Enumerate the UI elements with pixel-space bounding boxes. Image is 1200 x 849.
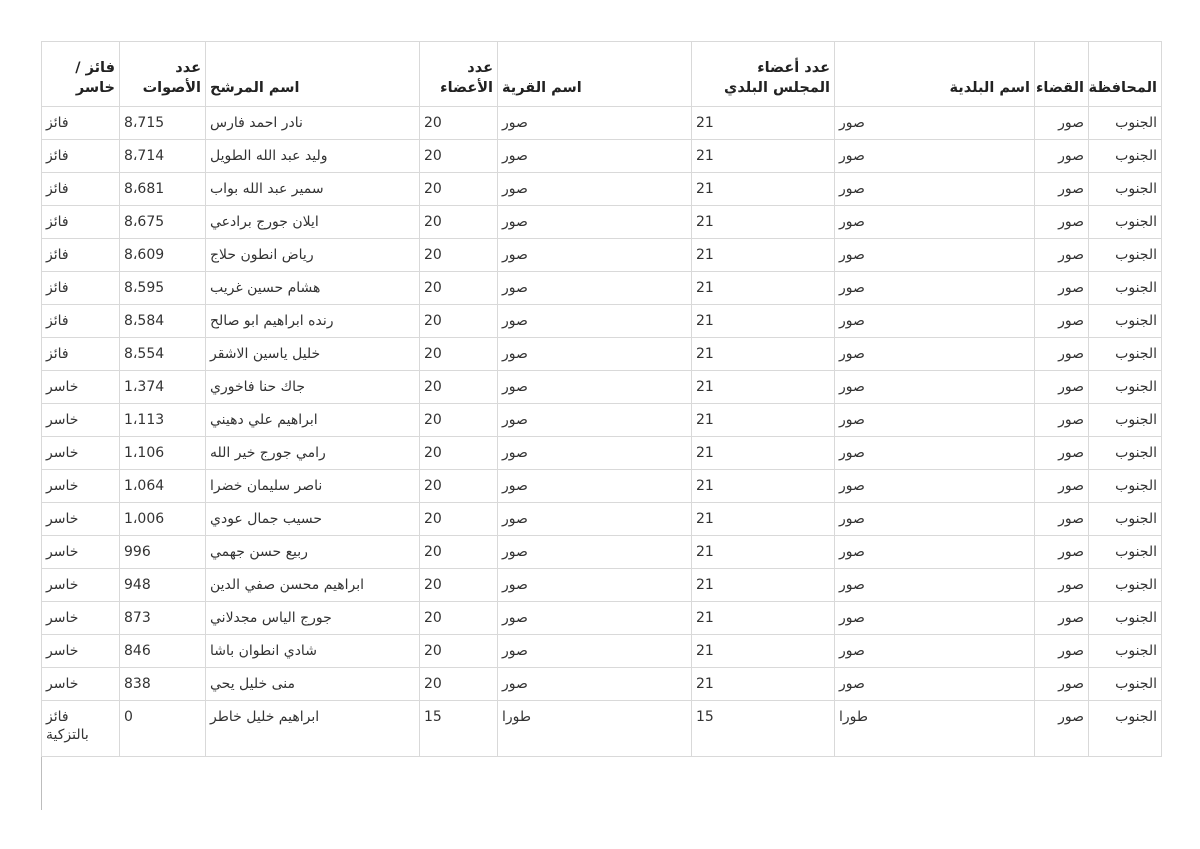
cell-municipality: صور <box>835 569 1035 602</box>
cell-council-members: 21 <box>692 272 835 305</box>
cell-village: صور <box>498 635 692 668</box>
cell-village: صور <box>498 272 692 305</box>
cell-members: 20 <box>420 371 498 404</box>
cell-votes: 1،006 <box>120 503 206 536</box>
cell-district: صور <box>1035 239 1089 272</box>
cell-village: صور <box>498 173 692 206</box>
table-row <box>42 470 1162 503</box>
cell-council-members: 21 <box>692 404 835 437</box>
cell-votes: 1،374 <box>120 371 206 404</box>
cell-votes: 1،113 <box>120 404 206 437</box>
cell-result: خاسر <box>42 371 120 404</box>
cell-result: خاسر <box>42 635 120 668</box>
cell-council-members: 21 <box>692 569 835 602</box>
cell-governorate: الجنوب <box>1089 668 1162 701</box>
cell-governorate: الجنوب <box>1089 569 1162 602</box>
cell-governorate: الجنوب <box>1089 470 1162 503</box>
cell-members: 20 <box>420 239 498 272</box>
cell-result: خاسر <box>42 404 120 437</box>
cell-village: صور <box>498 371 692 404</box>
cell-votes: 8،554 <box>120 338 206 371</box>
cell-municipality: صور <box>835 668 1035 701</box>
cell-municipality: صور <box>835 536 1035 569</box>
cell-district: صور <box>1035 371 1089 404</box>
cell-candidate: ايلان جورج برادعي <box>206 206 420 239</box>
table-row <box>42 107 1162 140</box>
header-council-members: عدد أعضاء المجلس البلدي <box>692 42 835 107</box>
cell-municipality: صور <box>835 173 1035 206</box>
cell-votes: 996 <box>120 536 206 569</box>
cell-governorate: الجنوب <box>1089 371 1162 404</box>
cell-votes: 8،675 <box>120 206 206 239</box>
cell-district: صور <box>1035 206 1089 239</box>
cell-members: 20 <box>420 173 498 206</box>
cell-council-members: 21 <box>692 602 835 635</box>
cell-candidate: ناصر سليمان خضرا <box>206 470 420 503</box>
cell-village: صور <box>498 470 692 503</box>
cell-governorate: الجنوب <box>1089 503 1162 536</box>
cell-candidate: ابراهيم محسن صفي الدين <box>206 569 420 602</box>
cell-candidate: جورج الياس مجدلاني <box>206 602 420 635</box>
cell-council-members: 21 <box>692 107 835 140</box>
cell-members: 20 <box>420 206 498 239</box>
cell-municipality: صور <box>835 305 1035 338</box>
cell-result: فائز <box>42 173 120 206</box>
cell-council-members: 21 <box>692 437 835 470</box>
header-members: عدد الأعضاء <box>420 42 498 107</box>
cell-council-members: 21 <box>692 470 835 503</box>
cell-result: فائز بالتزكية <box>42 701 120 757</box>
cell-members: 20 <box>420 140 498 173</box>
cell-members: 20 <box>420 668 498 701</box>
cell-district: صور <box>1035 338 1089 371</box>
cell-district: صور <box>1035 404 1089 437</box>
table-row <box>42 305 1162 338</box>
cell-governorate: الجنوب <box>1089 635 1162 668</box>
cell-governorate: الجنوب <box>1089 602 1162 635</box>
cell-result: فائز <box>42 305 120 338</box>
cell-candidate: خليل ياسين الاشقر <box>206 338 420 371</box>
cell-candidate: ابراهيم خليل خاطر <box>206 701 420 757</box>
cell-district: صور <box>1035 536 1089 569</box>
cell-council-members: 21 <box>692 668 835 701</box>
cell-candidate: شادي انطوان باشا <box>206 635 420 668</box>
table-row <box>42 569 1162 602</box>
table-row <box>42 536 1162 569</box>
cell-council-members: 21 <box>692 173 835 206</box>
cell-candidate: نادر احمد فارس <box>206 107 420 140</box>
cell-district: صور <box>1035 305 1089 338</box>
cell-candidate: ربيع حسن جهمي <box>206 536 420 569</box>
header-row <box>42 42 1162 107</box>
cell-votes: 948 <box>120 569 206 602</box>
cell-members: 20 <box>420 338 498 371</box>
cell-council-members: 21 <box>692 635 835 668</box>
cell-candidate: رياض انطون حلاج <box>206 239 420 272</box>
cell-district: صور <box>1035 107 1089 140</box>
header-candidate: اسم المرشح <box>206 42 420 107</box>
cell-members: 20 <box>420 536 498 569</box>
cell-governorate: الجنوب <box>1089 206 1162 239</box>
cell-result: فائز <box>42 206 120 239</box>
cell-governorate: الجنوب <box>1089 437 1162 470</box>
cell-members: 20 <box>420 107 498 140</box>
cell-municipality: صور <box>835 404 1035 437</box>
cell-district: صور <box>1035 437 1089 470</box>
table-row <box>42 404 1162 437</box>
cell-result: فائز <box>42 107 120 140</box>
cell-candidate: سمير عبد الله بواب <box>206 173 420 206</box>
table-row <box>42 338 1162 371</box>
cell-village: صور <box>498 404 692 437</box>
cell-municipality: صور <box>835 272 1035 305</box>
cell-members: 20 <box>420 569 498 602</box>
cell-governorate: الجنوب <box>1089 701 1162 757</box>
cell-members: 20 <box>420 503 498 536</box>
cell-municipality: صور <box>835 140 1035 173</box>
table-row <box>42 371 1162 404</box>
cell-council-members: 21 <box>692 239 835 272</box>
cell-council-members: 15 <box>692 701 835 757</box>
header-village: اسم القرية <box>498 42 692 107</box>
header-district: القضاء <box>1035 42 1089 107</box>
cell-governorate: الجنوب <box>1089 173 1162 206</box>
cell-votes: 846 <box>120 635 206 668</box>
table-row <box>42 503 1162 536</box>
cell-council-members: 21 <box>692 305 835 338</box>
cell-district: صور <box>1035 569 1089 602</box>
cell-district: صور <box>1035 272 1089 305</box>
cell-village: صور <box>498 140 692 173</box>
cell-village: صور <box>498 602 692 635</box>
header-municipality: اسم البلدية <box>835 42 1035 107</box>
cell-village: صور <box>498 536 692 569</box>
cell-members: 20 <box>420 404 498 437</box>
cell-district: صور <box>1035 173 1089 206</box>
cell-village: صور <box>498 503 692 536</box>
cell-candidate: منى خليل يحي <box>206 668 420 701</box>
cell-members: 20 <box>420 602 498 635</box>
cell-votes: 8،714 <box>120 140 206 173</box>
cell-votes: 0 <box>120 701 206 757</box>
cell-district: صور <box>1035 503 1089 536</box>
cell-members: 20 <box>420 272 498 305</box>
cell-result: فائز <box>42 239 120 272</box>
cell-members: 20 <box>420 635 498 668</box>
header-votes: عدد الأصوات <box>120 42 206 107</box>
cell-municipality: صور <box>835 206 1035 239</box>
cell-members: 15 <box>420 701 498 757</box>
cell-votes: 8،609 <box>120 239 206 272</box>
cell-result: فائز <box>42 140 120 173</box>
cell-governorate: الجنوب <box>1089 305 1162 338</box>
table-row <box>42 602 1162 635</box>
cell-council-members: 21 <box>692 206 835 239</box>
cell-candidate: رامي جورج خير الله <box>206 437 420 470</box>
results-sheet <box>41 41 1161 810</box>
cell-result: خاسر <box>42 569 120 602</box>
cell-municipality: صور <box>835 371 1035 404</box>
cell-candidate: جاك حنا فاخوري <box>206 371 420 404</box>
cell-governorate: الجنوب <box>1089 272 1162 305</box>
cell-district: صور <box>1035 140 1089 173</box>
cell-governorate: الجنوب <box>1089 404 1162 437</box>
cell-municipality: صور <box>835 437 1035 470</box>
cell-votes: 873 <box>120 602 206 635</box>
cell-result: فائز <box>42 338 120 371</box>
cell-municipality: صور <box>835 107 1035 140</box>
table-row <box>42 140 1162 173</box>
cell-votes: 8،715 <box>120 107 206 140</box>
cell-district: صور <box>1035 470 1089 503</box>
cell-result: فائز <box>42 272 120 305</box>
cell-district: صور <box>1035 602 1089 635</box>
cell-candidate: وليد عبد الله الطويل <box>206 140 420 173</box>
cell-result: خاسر <box>42 437 120 470</box>
table-row <box>42 239 1162 272</box>
cell-village: طورا <box>498 701 692 757</box>
cell-result: خاسر <box>42 536 120 569</box>
cell-candidate: حسيب جمال عودي <box>206 503 420 536</box>
table-row <box>42 668 1162 701</box>
cell-governorate: الجنوب <box>1089 338 1162 371</box>
cell-governorate: الجنوب <box>1089 107 1162 140</box>
table-row <box>42 173 1162 206</box>
cell-votes: 8،595 <box>120 272 206 305</box>
cell-result: خاسر <box>42 503 120 536</box>
cell-votes: 8،584 <box>120 305 206 338</box>
cell-council-members: 21 <box>692 536 835 569</box>
cell-municipality: طورا <box>835 701 1035 757</box>
cell-district: صور <box>1035 668 1089 701</box>
cell-village: صور <box>498 239 692 272</box>
cell-village: صور <box>498 206 692 239</box>
header-result: فائز / خاسر <box>42 42 120 107</box>
cell-council-members: 21 <box>692 371 835 404</box>
table-row <box>42 206 1162 239</box>
table-row <box>42 701 1162 757</box>
cell-municipality: صور <box>835 602 1035 635</box>
cell-result: خاسر <box>42 470 120 503</box>
cell-district: صور <box>1035 635 1089 668</box>
cell-village: صور <box>498 107 692 140</box>
table-row <box>42 437 1162 470</box>
cell-village: صور <box>498 305 692 338</box>
cell-result: خاسر <box>42 602 120 635</box>
cell-votes: 8،681 <box>120 173 206 206</box>
cell-votes: 838 <box>120 668 206 701</box>
table-row <box>42 635 1162 668</box>
election-results-table <box>41 41 1162 757</box>
cell-result: خاسر <box>42 668 120 701</box>
cell-district: صور <box>1035 701 1089 757</box>
cell-members: 20 <box>420 305 498 338</box>
cell-votes: 1،106 <box>120 437 206 470</box>
header-governorate: المحافظة <box>1089 42 1162 107</box>
cell-members: 20 <box>420 470 498 503</box>
cell-municipality: صور <box>835 503 1035 536</box>
cell-votes: 1،064 <box>120 470 206 503</box>
cell-council-members: 21 <box>692 140 835 173</box>
cell-governorate: الجنوب <box>1089 239 1162 272</box>
cell-candidate: هشام حسين غريب <box>206 272 420 305</box>
cell-council-members: 21 <box>692 503 835 536</box>
cell-village: صور <box>498 437 692 470</box>
cell-municipality: صور <box>835 338 1035 371</box>
table-row <box>42 272 1162 305</box>
cell-members: 20 <box>420 437 498 470</box>
cell-municipality: صور <box>835 470 1035 503</box>
cell-candidate: رنده ابراهيم ابو صالح <box>206 305 420 338</box>
cell-municipality: صور <box>835 239 1035 272</box>
cell-governorate: الجنوب <box>1089 536 1162 569</box>
cell-village: صور <box>498 338 692 371</box>
cell-council-members: 21 <box>692 338 835 371</box>
cell-governorate: الجنوب <box>1089 140 1162 173</box>
cell-candidate: ابراهيم علي دهيني <box>206 404 420 437</box>
cell-municipality: صور <box>835 635 1035 668</box>
cell-village: صور <box>498 668 692 701</box>
cell-village: صور <box>498 569 692 602</box>
